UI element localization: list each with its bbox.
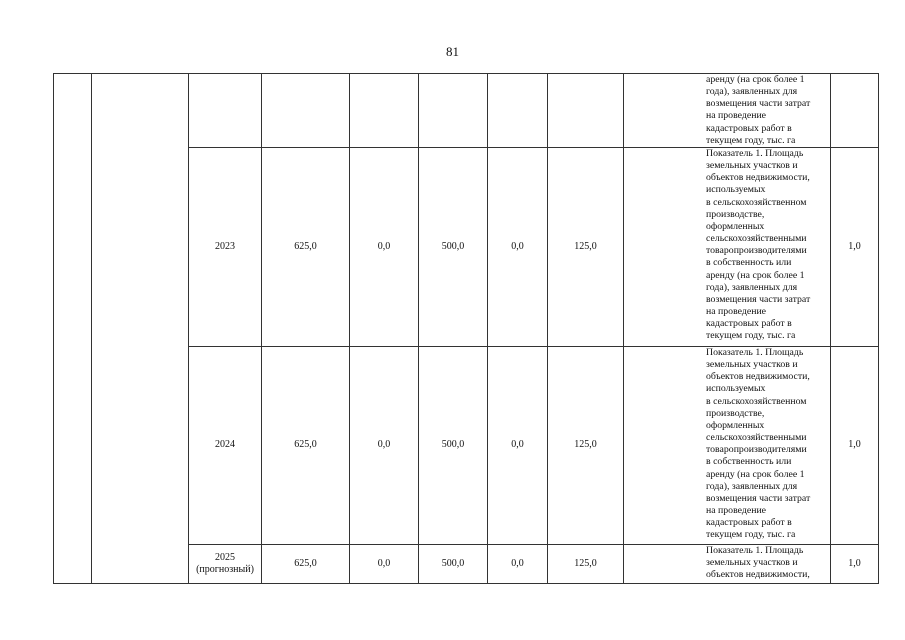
- regional-cell: 500,0: [419, 347, 488, 545]
- federal-cell: 0,0: [350, 148, 419, 347]
- local-cell: 0,0: [488, 347, 548, 545]
- federal-cell: 0,0: [350, 545, 419, 584]
- regional-cell: 500,0: [419, 545, 488, 584]
- indicator-cell: Показатель 1. Площадь земельных участков и объектов недвижимости,: [624, 545, 831, 584]
- local-cell: 0,0: [488, 545, 548, 584]
- indicator-value-cell: 1,0: [831, 347, 879, 545]
- year-cell: 2023: [189, 148, 262, 347]
- federal-cell: 0,0: [350, 347, 419, 545]
- indicator-cell: Показатель 1. Площадь земельных участков и объектов недвижимости, используемых в сельскохозяйственном производстве, оформленных сельскохозяйственными товаропроизводителями в собственность или аренду (на срок более 1 года), заявленных для возмещения части затрат на проведение кадастровых работ в текущем году, тыс. га: [624, 347, 831, 545]
- total-cell: 625,0: [262, 347, 350, 545]
- page-number: 81: [446, 44, 459, 59]
- indicator-cell: аренду (на срок более 1 года), заявленных для возмещения части затрат на проведение кадастровых работ в текущем году, тыс. га: [624, 74, 831, 148]
- regional-cell: [419, 74, 488, 148]
- other-cell: 125,0: [548, 148, 624, 347]
- local-cell: 0,0: [488, 148, 548, 347]
- year-cell: 2024: [189, 347, 262, 545]
- other-cell: 125,0: [548, 347, 624, 545]
- federal-cell: [350, 74, 419, 148]
- indicator-value-cell: 1,0: [831, 545, 879, 584]
- indicator-value-cell: [831, 74, 879, 148]
- indicator-value-cell: 1,0: [831, 148, 879, 347]
- other-cell: [548, 74, 624, 148]
- table-row: [54, 74, 879, 148]
- total-cell: 625,0: [262, 148, 350, 347]
- other-cell: 125,0: [548, 545, 624, 584]
- year-note: (прогнозный): [196, 564, 254, 575]
- name-cell: [92, 74, 189, 584]
- indicator-cell: Показатель 1. Площадь земельных участков и объектов недвижимости, используемых в сельскохозяйственном производстве, оформленных сельскохозяйственными товаропроизводителями в собственность или аренду (на срок более 1 года), заявленных для возмещения части затрат на проведение кадастровых работ в текущем году, тыс. га: [624, 148, 831, 347]
- year-text: 2025: [215, 551, 235, 563]
- number-cell: [54, 74, 92, 584]
- year-cell: [189, 545, 262, 584]
- total-cell: [262, 74, 350, 148]
- total-cell: 625,0: [262, 545, 350, 584]
- budget-table: [53, 73, 879, 584]
- year-cell: [189, 74, 262, 148]
- regional-cell: 500,0: [419, 148, 488, 347]
- local-cell: [488, 74, 548, 148]
